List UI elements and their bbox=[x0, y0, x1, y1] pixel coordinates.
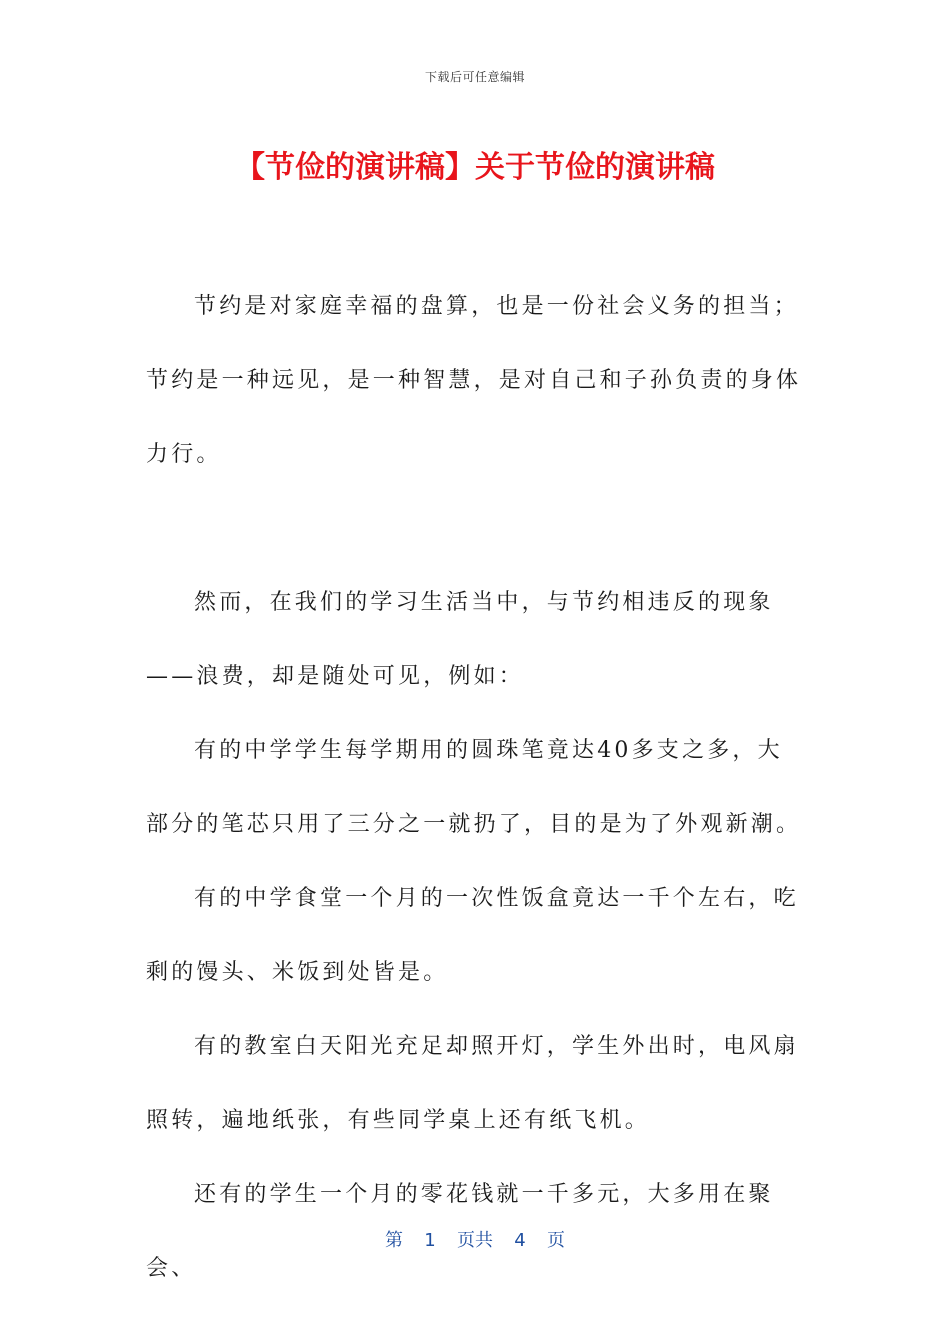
document-title: 【节俭的演讲稿】关于节俭的演讲稿 bbox=[235, 150, 715, 185]
paragraph: 有的中学学生每学期用的圆珠笔竟达40多支之多，大部分的笔芯只用了三分之一就扔了，目的是为了外观新潮。 bbox=[146, 738, 802, 837]
page-suffix: 页 bbox=[547, 1230, 565, 1251]
page-middle: 页共 bbox=[457, 1230, 493, 1251]
total-pages-number: 4 bbox=[514, 1230, 526, 1251]
current-page-number: 1 bbox=[424, 1230, 436, 1251]
paragraph-gap bbox=[146, 492, 806, 566]
header-note: 下载后可任意编辑 bbox=[424, 70, 525, 84]
paragraph: 有的中学食堂一个月的一次性饭盒竟达一千个左右，吃剩的馒头、米饭到处皆是。 bbox=[146, 886, 799, 985]
page-footer bbox=[0, 1226, 950, 1252]
paragraph: 然而，在我们的学习生活当中，与节约相违反的现象——浪费，却是随处可见，例如： bbox=[146, 590, 774, 689]
paragraph: 还有的学生一个月的零花钱就一千多元，大多用在聚会、 bbox=[146, 1182, 774, 1281]
page-prefix: 第 bbox=[385, 1230, 403, 1251]
paragraph: 节约是对家庭幸福的盘算，也是一份社会义务的担当；节约是一种远见，是一种智慧，是对自己和子孙负责的身体力行。 bbox=[146, 294, 802, 467]
paragraph: 有的教室白天阳光充足却照开灯，学生外出时，电风扇照转，遍地纸张，有些同学桌上还有纸飞机。 bbox=[146, 1034, 799, 1133]
document-body bbox=[146, 270, 806, 1306]
